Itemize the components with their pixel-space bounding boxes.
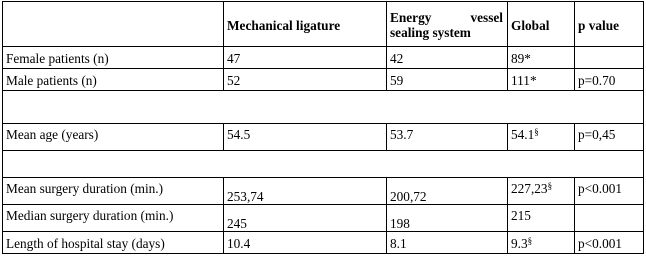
cell-mechanical: 47 [224,47,387,69]
cell-global [508,69,575,91]
table-row [3,205,644,232]
spacer-row [3,151,644,178]
cell-mechanical: 253,74 [224,178,387,205]
table-header-row [3,2,644,47]
table-row [3,47,644,69]
cell-energy: 8.1 [387,232,508,254]
spacer-row [3,91,644,124]
global-value: 9.3 [511,236,528,251]
cell-energy: 200,72 [387,178,508,205]
row-label: Length of hospital stay (days) [3,232,224,254]
header-energy-word-1: Energy [390,10,432,25]
table-row [3,232,644,254]
cell-global [508,232,575,254]
table-row [3,69,644,91]
global-value: 54.1 [511,127,535,142]
global-superscript: § [547,181,553,191]
cell-energy: 42 [387,47,508,69]
global-value: 227,23 [511,181,548,196]
cell-energy: 53.7 [387,124,508,151]
cell-global [508,178,575,205]
header-p-value: p value [575,2,644,47]
cell-mechanical: 245 [224,205,387,232]
results-table [2,1,644,254]
spacer-cell [3,91,644,124]
cell-p-value: p=0,45 [575,124,644,151]
row-label: Mean age (years) [3,124,224,151]
cell-energy: 59 [387,69,508,91]
row-label: Mean surgery duration (min.) [3,178,224,205]
header-energy-word-2: vessel [470,10,503,25]
cell-p-value: p=0.70 [575,69,644,91]
global-value: 89* [511,51,531,66]
row-label: Male patients (n) [3,69,224,91]
cell-p-value: p<0.001 [575,232,644,254]
table-row [3,178,644,205]
row-label: Median surgery duration (min.) [3,205,224,232]
cell-p-value: p<0.001 [575,178,644,205]
cell-global [508,205,575,232]
table-row [3,124,644,151]
cell-mechanical: 10.4 [224,232,387,254]
global-value: 111* [511,73,537,88]
spacer-cell [3,151,644,178]
header-energy-vessel-sealing [387,2,508,47]
cell-global [508,124,575,151]
header-mechanical-ligature: Mechanical ligature [224,2,387,47]
cell-p-value [575,47,644,69]
global-superscript: § [527,236,533,246]
cell-global [508,47,575,69]
header-row-label [3,2,224,47]
header-global: Global [508,2,575,47]
global-superscript: § [534,127,539,137]
row-label: Female patients (n) [3,47,224,69]
cell-mechanical: 52 [224,69,387,91]
cell-mechanical: 54.5 [224,124,387,151]
header-energy-line-2: sealing system [390,25,471,40]
cell-energy: 198 [387,205,508,232]
cell-p-value [575,205,644,232]
global-value: 215 [511,208,531,223]
